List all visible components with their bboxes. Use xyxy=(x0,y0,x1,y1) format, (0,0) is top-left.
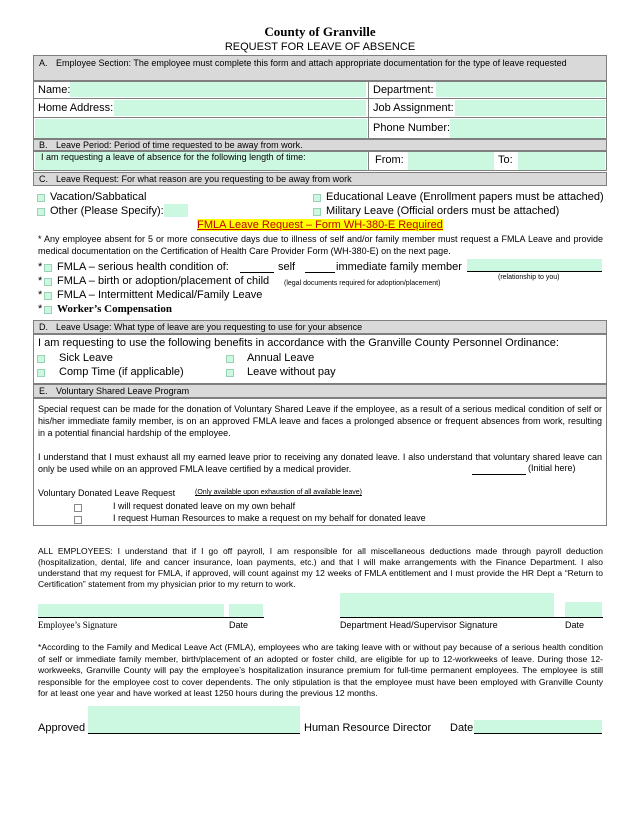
supervisor-signature-field[interactable] xyxy=(340,593,554,617)
section-a-bar: A. Employee Section: The employee must complete this form and attach appropriate documentation for the type of leave requested xyxy=(33,55,607,81)
fmla-banner-wrap xyxy=(0,219,640,231)
to-label: To: xyxy=(498,154,513,166)
from-label: From: xyxy=(375,154,404,166)
department-label: Department: xyxy=(373,84,434,96)
birth-adoption-checkbox[interactable] xyxy=(44,278,52,286)
supervisor-date-label: Date xyxy=(565,620,585,630)
name-label: Name: xyxy=(38,84,71,96)
request-own-behalf-checkbox[interactable] xyxy=(74,504,82,512)
intermittent-label: FMLA – Intermittent Medical/Family Leave xyxy=(57,289,263,301)
hr-director-label: Human Resource Director xyxy=(304,722,432,734)
shared-leave-para-1: Special request can be made for the donation of Voluntary Shared Leave if the employee, as a result of a serious medical condition of self or his/her immediate family member, is on an approved FMLA leave and faces a prolonged absence or frequent absences from work, resulting in a potential financial hardship of the employee. xyxy=(38,404,602,438)
initial-here-label: (Initial here) xyxy=(528,463,576,473)
employee-signature-label: Employee’s Signature xyxy=(38,620,118,630)
leave-usage-intro: I am requesting to use the following benefits in accordance with the Granville County Personnel Ordinance: xyxy=(38,337,559,349)
donated-leave-note: (Only available upon exhaustion of all available leave) xyxy=(195,489,362,496)
self-label: self xyxy=(278,261,296,273)
employee-signature-field[interactable] xyxy=(38,604,224,617)
approval-date-field[interactable] xyxy=(474,720,602,734)
other-label: Other (Please Specify): xyxy=(50,205,164,217)
vacation-checkbox[interactable] xyxy=(37,194,45,202)
job-assignment-label: Job Assignment: xyxy=(373,102,454,114)
section-b-heading: Leave Period: Period of time requested to be away from work. xyxy=(56,140,303,150)
fmla-footnote: *According to the Family and Medical Leave Act (FMLA), employees who are taking leave with or without pay because of a serious health condition of self or immediate family member, birth/placement of an adopted or foster child, are eligible for up to 12-workweeks of leave. During those 12-workweeks, Granville County will pay the employee’s hospitalization insurance premium for full-time permanent employees. The employee is still responsible for the employee cost to cover dependents. The only stipulation is that the employee must have been employed with Granville County for at least one year and have worked at least 1250 hours during the previous 12 months. xyxy=(38,642,603,698)
request-hr-behalf-label: I request Human Resources to make a request on my behalf for donated leave xyxy=(113,513,426,523)
approved-label: Approved xyxy=(38,722,86,734)
annual-leave-label: Annual Leave xyxy=(247,352,315,364)
supervisor-date-field[interactable] xyxy=(565,602,602,617)
military-checkbox[interactable] xyxy=(313,208,321,216)
county-title: County of Granville xyxy=(264,24,376,39)
intermittent-checkbox[interactable] xyxy=(44,292,52,300)
birth-adoption-note: (legal documents required for adoption/placement) xyxy=(284,280,441,287)
comp-time-label: Comp Time (if applicable) xyxy=(59,366,184,378)
relationship-note: (relationship to you) xyxy=(498,274,560,281)
shared-leave-para-2: I understand that I must exhaust all my earned leave prior to receiving any donated leave. I also understand that voluntary shared leave can only be used while on an approved FMLA leave certified by a medical provider. xyxy=(38,452,602,474)
section-e-bar: E. Voluntary Shared Leave Program xyxy=(33,384,607,398)
educational-label: Educational Leave (Enrollment papers must be attached) xyxy=(326,191,604,203)
immediate-family-label: immediate family member xyxy=(336,261,462,273)
section-d-bar: D. Leave Usage: What type of leave are you requesting to use for your absence xyxy=(33,320,607,334)
home-address-label: Home Address: xyxy=(38,102,114,114)
initial-line[interactable] xyxy=(472,474,526,475)
section-e-heading: Voluntary Shared Leave Program xyxy=(56,386,190,396)
approved-signature-field[interactable] xyxy=(88,706,300,734)
address-line-2-field[interactable] xyxy=(35,119,367,138)
workers-comp-checkbox[interactable] xyxy=(44,306,52,314)
approval-date-label: Date xyxy=(450,722,474,734)
workers-comp-label: Worker’s Compensation xyxy=(57,303,172,315)
serious-health-checkbox[interactable] xyxy=(44,264,52,272)
supervisor-signature-label: Department Head/Supervisor Signature xyxy=(340,620,498,630)
sick-leave-label: Sick Leave xyxy=(59,352,113,364)
sick-leave-checkbox[interactable] xyxy=(37,355,45,363)
comp-time-checkbox[interactable] xyxy=(37,369,45,377)
other-checkbox[interactable] xyxy=(37,208,45,216)
educational-checkbox[interactable] xyxy=(313,194,321,202)
leave-length-text: I am requesting a leave of absence for the following length of time: xyxy=(41,152,306,162)
section-a-heading: Employee Section: The employee must complete this form and attach appropriate documentation for the type of leave requested xyxy=(56,58,567,68)
relationship-field[interactable] xyxy=(467,259,602,272)
donated-leave-label: Voluntary Donated Leave Request xyxy=(38,488,176,498)
home-address-field[interactable] xyxy=(114,100,366,116)
department-field[interactable] xyxy=(436,82,605,97)
all-employees-statement: ALL EMPLOYEES: I understand that if I go off payroll, I am responsible for all miscellaneous deductions made through payroll deduction (hospitalization, dental, life and cancer insurance, loan payments, etc.) and that I will make arrangements with the Finance Department. I also understand that my request for FMLA, if approved, will count against my 12 weeks of FMLA entitlement and I must provide the HR Dept a “Return to Certification” statement from my physician prior to my return to work. xyxy=(38,546,603,589)
request-own-behalf-label: I will request donated leave on my own behalf xyxy=(113,501,296,511)
phone-field[interactable] xyxy=(450,119,605,138)
form-title: REQUEST FOR LEAVE OF ABSENCE xyxy=(224,41,416,53)
serious-health-label: FMLA – serious health condition of: xyxy=(57,261,229,273)
job-assignment-field[interactable] xyxy=(455,100,605,116)
section-b-bar: B. Leave Period: Period of time requested to be away from work. xyxy=(33,139,607,151)
section-d-heading: Leave Usage: What type of leave are you requesting to use for your absence xyxy=(56,322,363,332)
employee-date-label: Date xyxy=(229,620,249,630)
leave-without-pay-checkbox[interactable] xyxy=(226,369,234,377)
fmla-banner: FMLA Leave Request – Form WH-380-E Required xyxy=(197,219,443,231)
leave-without-pay-label: Leave without pay xyxy=(247,366,336,378)
phone-label: Phone Number: xyxy=(373,122,451,134)
annual-leave-checkbox[interactable] xyxy=(226,355,234,363)
military-label: Military Leave (Official orders must be attached) xyxy=(326,205,560,217)
section-c-heading: Leave Request: For what reason are you requesting to be away from work xyxy=(56,174,352,184)
vacation-label: Vacation/Sabbatical xyxy=(50,191,147,203)
fmla-note: * Any employee absent for 5 or more consecutive days due to illness of self and/or family member must request a FMLA Leave and provide medical documentation on the Certification of Health Care Provider Form (WH-380-E) on the next page. xyxy=(38,234,603,256)
name-field[interactable] xyxy=(70,82,366,97)
request-hr-behalf-checkbox[interactable] xyxy=(74,516,82,524)
other-specify-field[interactable] xyxy=(164,204,188,217)
employee-date-field[interactable] xyxy=(229,604,263,617)
to-date-field[interactable] xyxy=(518,152,605,170)
from-date-field[interactable] xyxy=(408,152,494,170)
birth-adoption-label: FMLA – birth or adoption/placement of child xyxy=(57,275,270,287)
section-c-bar: C. Leave Request: For what reason are you requesting to be away from work xyxy=(33,172,607,186)
